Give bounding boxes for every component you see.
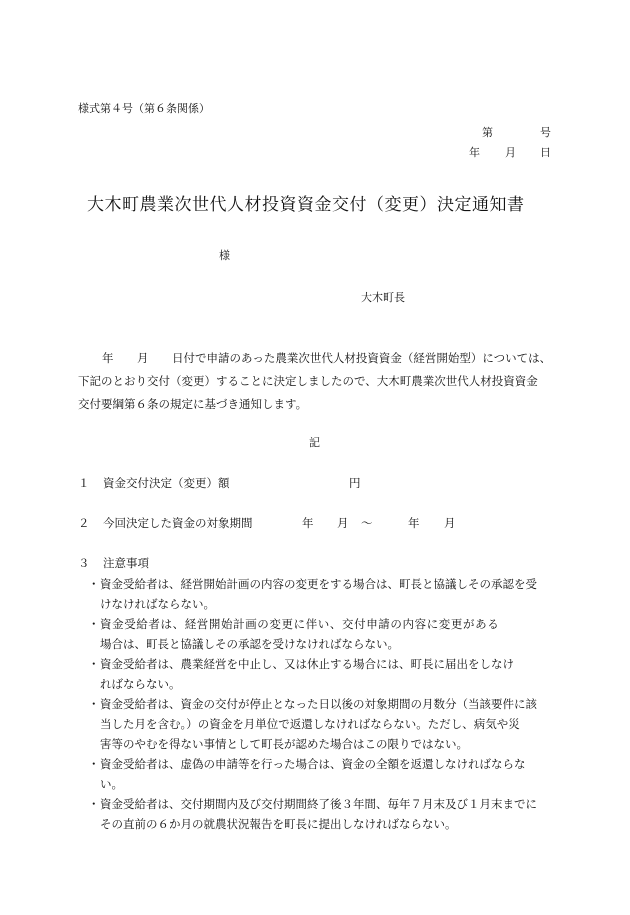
item2-tilde: ～ — [361, 516, 373, 530]
note5-line1: 資金受給者は、虚偽の申請等を行った場合は、資金の全額を返還しなければならな — [100, 757, 526, 771]
item3-number: ３ — [78, 556, 90, 570]
note3-line1: 資金受給者は、農業経営を中止し、又は休止する場合には、町長に届出をしなけ — [100, 657, 514, 671]
item2-end-year: 年 — [408, 516, 420, 530]
item2-label: 今回決定した資金の対象期間 — [103, 516, 253, 530]
item2-end-month: 月 — [444, 516, 456, 530]
note5-line2: い。 — [100, 777, 123, 791]
bullet-marker: ・ — [88, 577, 100, 591]
note1-line2: けなければならない。 — [100, 597, 215, 611]
addressee-suffix: 様 — [219, 249, 230, 262]
date-day: 日 — [540, 146, 551, 159]
note2-line1: 資金受給者は、経営開始計画の変更に伴い、交付申請の内容に変更がある — [100, 617, 500, 631]
doc-number-suffix: 号 — [540, 126, 551, 139]
form-number: 様式第４号（第６条関係） — [78, 102, 210, 115]
date-year: 年 — [469, 146, 480, 159]
bullet-marker: ・ — [88, 617, 100, 631]
bullet-marker: ・ — [88, 757, 100, 771]
note4-line1: 資金受給者は、資金の交付が停止となった日以後の対象期間の月数分（当該要件に該 — [100, 697, 537, 711]
note4-line3: 害等のやむを得ない事情として町長が認めた場合はこの限りではない。 — [100, 737, 468, 751]
note6-line1: 資金受給者は、交付期間内及び交付期間終了後３年間、毎年７月末及び１月末までに — [100, 797, 537, 811]
note1-line1: 資金受給者は、経営開始計画の内容の変更をする場合は、町長と協議しその承認を受 — [100, 577, 537, 591]
note4-line2: 当した月を含む。）の資金を月単位で返還しなければならない。ただし、病気や災 — [100, 717, 520, 731]
note2-line2: 場合は、町長と協議しその承認を受けなければならない。 — [100, 637, 399, 651]
doc-number-prefix: 第 — [482, 126, 493, 139]
item1-unit: 円 — [349, 476, 361, 490]
date-month: 月 — [505, 146, 516, 159]
item1-label: 資金交付決定（変更）額 — [103, 476, 230, 490]
item2-number: ２ — [78, 516, 90, 530]
body-line2: 下記のとおり交付（変更）することに決定しましたので、大木町農業次世代人材投資資金 — [78, 374, 538, 388]
item2-start-year: 年 — [302, 516, 314, 530]
body-line1: 日付で申請のあった農業次世代人材投資資金（経営開始型）については、 — [172, 351, 552, 365]
note6-line2: その直前の６か月の就農状況報告を町長に提出しなければならない。 — [100, 817, 457, 831]
note3-line2: ればならない。 — [100, 677, 181, 691]
item2-start-month: 月 — [337, 516, 349, 530]
body-line3: 交付要綱第６条の規定に基づき通知します。 — [78, 397, 308, 411]
body-year: 年 — [102, 351, 114, 365]
issuer-name: 大木町長 — [361, 291, 405, 304]
item3-label: 注意事項 — [103, 556, 149, 570]
bullet-marker: ・ — [88, 797, 100, 811]
ki-heading: 記 — [309, 436, 320, 449]
body-month: 月 — [137, 351, 149, 365]
bullet-marker: ・ — [88, 657, 100, 671]
document-title: 大木町農業次世代人材投資資金交付（変更）決定通知書 — [87, 195, 525, 215]
item1-number: １ — [78, 476, 90, 490]
bullet-marker: ・ — [88, 697, 100, 711]
